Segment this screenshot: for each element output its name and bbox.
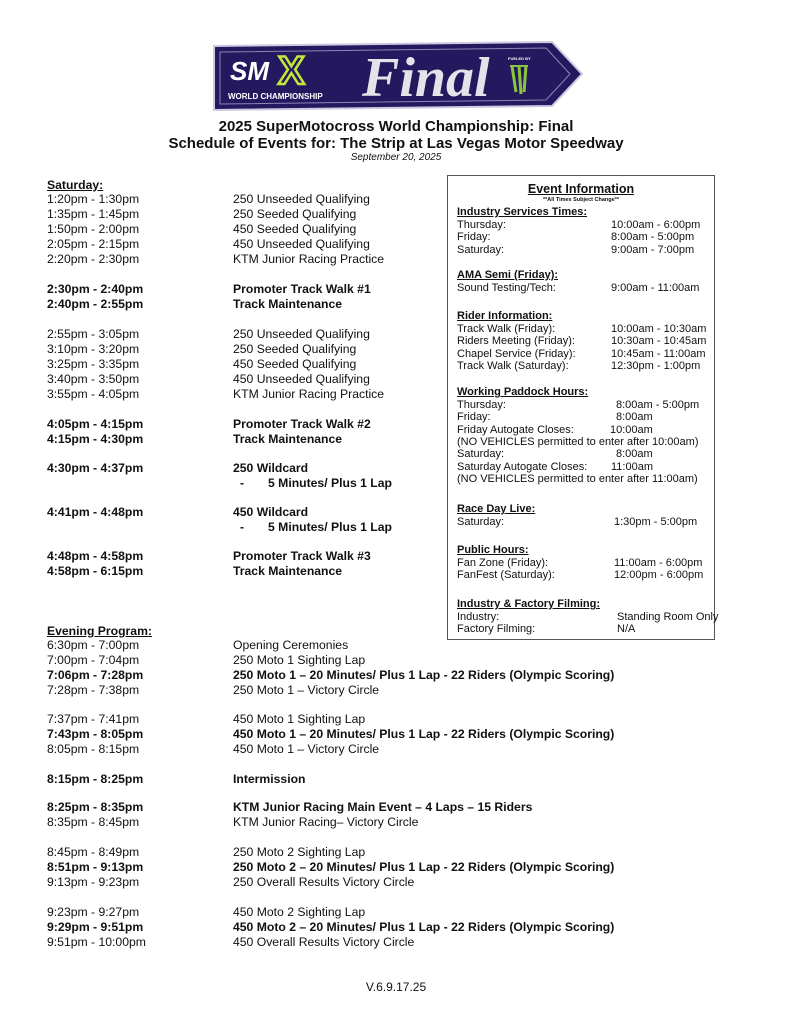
smx-final-logo [212,36,584,112]
schedule-event: 450 Moto 1 – 20 Minutes/ Plus 1 Lap - 22 Riders (Olympic Scoring) [233,727,615,741]
info-row [457,448,653,461]
schedule-time: 3:55pm - 4:05pm [47,387,140,401]
info-row [457,557,703,570]
info-label: Friday: [457,231,491,244]
schedule-event: KTM Junior Racing Practice [233,252,385,266]
schedule-event: 250 Overall Results Victory Circle [233,875,415,889]
info-group-heading: AMA Semi (Friday): [457,269,559,281]
info-value: 9:00am - 11:00am [611,282,700,294]
info-row [457,347,706,361]
schedule-time: 4:41pm - 4:48pm [47,505,144,519]
schedule-time: 6:30pm - 7:00pm [47,638,140,652]
info-row [457,623,636,636]
schedule-event: KTM Junior Racing Main Event – 4 Laps – 15 Riders [233,800,533,814]
schedule-event: 450 Seeded Qualifying [233,222,357,236]
schedule-event: Promoter Track Walk #2 [233,417,371,431]
schedule-event: KTM Junior Racing Practice [233,387,385,401]
info-label: Saturday Autogate Closes: [457,460,588,473]
schedule-time: 3:10pm - 3:20pm [47,342,140,356]
schedule-event: Promoter Track Walk #3 [233,549,371,563]
document-title: 2025 SuperMotocross World Championship: Final [218,118,574,135]
info-row [457,243,695,257]
event-date: September 20, 2025 [350,152,442,163]
schedule-event: KTM Junior Racing– Victory Circle [233,815,419,829]
info-group-heading: Rider Information: [457,310,553,322]
schedule-event: 250 Unseeded Qualifying [233,327,370,341]
info-value: 10:00am - 6:00pm [611,219,701,231]
info-group-heading: Industry Services Times: [457,206,588,218]
info-label: Industry: [457,611,500,623]
schedule-event: Track Maintenance [233,432,343,446]
info-group-heading: Working Paddock Hours: [457,386,589,398]
info-row [457,219,701,232]
schedule-event: 450 Moto 1 – Victory Circle [233,742,380,756]
info-value: 8:00am [616,448,653,461]
bullet-dash: - [240,520,245,534]
info-label: FanFest (Saturday): [457,569,555,582]
logo-sm-text: SM [230,56,269,86]
schedule-time: 8:51pm - 9:13pm [47,860,144,874]
info-value: 10:45am - 11:00am [611,347,706,360]
info-label: Chapel Service (Friday): [457,347,576,360]
info-row [457,423,653,437]
schedule-event: 250 Wildcard [233,461,309,475]
info-row [457,611,719,624]
schedule-time: 1:50pm - 2:00pm [47,222,140,236]
schedule-time: 8:35pm - 8:45pm [47,815,140,829]
info-label: (NO VEHICLES permitted to enter after 11:00am) [457,472,698,485]
info-label: Friday: [457,411,491,424]
schedule-time: 3:25pm - 3:35pm [47,357,140,371]
info-value: 10:00am - 10:30am [611,323,707,335]
schedule-time: 8:25pm - 8:35pm [47,800,144,814]
info-row [457,231,695,244]
detail-text: 5 Minutes/ Plus 1 Lap [268,520,392,534]
info-label: (NO VEHICLES permitted to enter after 10:00am) [457,435,699,448]
info-value: N/A [617,623,636,636]
schedule-time: 2:20pm - 2:30pm [47,252,140,266]
schedule-time: 4:05pm - 4:15pm [47,417,144,431]
schedule-time: 3:40pm - 3:50pm [47,372,140,386]
schedule-event: 450 Moto 2 – 20 Minutes/ Plus 1 Lap - 22 Riders (Olympic Scoring) [233,920,615,934]
schedule-event: 250 Moto 1 – 20 Minutes/ Plus 1 Lap - 22 Riders (Olympic Scoring) [233,668,615,682]
schedule-time: 7:43pm - 8:05pm [47,727,144,741]
info-label: Friday Autogate Closes: [457,423,574,436]
schedule-time: 8:05pm - 8:15pm [47,742,140,756]
logo-final-text: Final [362,47,490,109]
schedule-event: 450 Unseeded Qualifying [233,372,370,386]
schedule-time: 7:06pm - 7:28pm [47,668,144,682]
info-label: Saturday: [457,516,505,528]
logo-fueled-by: FUELED BY [508,56,531,61]
schedule-time: 4:15pm - 4:30pm [47,432,144,446]
info-label: Thursday: [457,219,506,231]
schedule-event: 450 Wildcard [233,505,309,519]
schedule-time: 1:20pm - 1:30pm [47,192,140,206]
schedule-event-detail [240,476,392,491]
info-value: 11:00am - 6:00pm [614,557,703,569]
schedule-event: 450 Unseeded Qualifying [233,237,370,251]
evening-heading: Evening Program: [47,624,152,638]
schedule-event: 450 Moto 1 Sighting Lap [233,712,366,726]
schedule-time: 7:28pm - 7:38pm [47,683,140,697]
schedule-time: 1:35pm - 1:45pm [47,207,140,221]
schedule-time: 2:40pm - 2:55pm [47,297,144,311]
schedule-time: 8:45pm - 8:49pm [47,845,140,859]
schedule-time: 2:30pm - 2:40pm [47,282,144,296]
schedule-time: 8:15pm - 8:25pm [47,772,144,786]
info-group-heading: Industry & Factory Filming: [457,598,601,610]
schedule-time: 2:55pm - 3:05pm [47,327,140,341]
info-value: 8:00am - 5:00pm [611,231,695,244]
schedule-event: 250 Moto 2 Sighting Lap [233,845,366,859]
info-row [457,569,704,582]
bullet-dash: - [240,476,245,490]
schedule-time: 4:30pm - 4:37pm [47,461,144,475]
schedule-event: Opening Ceremonies [233,638,349,652]
info-row [457,473,698,486]
info-value: 8:00am - 5:00pm [616,399,700,411]
logo-x-mark: X [278,49,305,93]
info-value: Standing Room Only [617,611,719,623]
info-label: Riders Meeting (Friday): [457,335,575,348]
document-version: V.6.9.17.25 [365,980,427,994]
schedule-time: 4:58pm - 6:15pm [47,564,144,578]
info-label: Track Walk (Friday): [457,323,556,335]
schedule-event: Track Maintenance [233,297,343,311]
schedule-event: 250 Seeded Qualifying [233,207,357,221]
schedule-event: 250 Seeded Qualifying [233,342,357,356]
info-row [457,399,700,412]
schedule-event: Intermission [233,772,306,786]
info-group-heading: Public Hours: [457,544,529,556]
info-row [457,411,653,424]
event-information-title: Event Information [527,182,635,196]
schedule-event: 250 Unseeded Qualifying [233,192,370,206]
info-value: 12:00pm - 6:00pm [614,569,704,582]
schedule-time: 7:37pm - 7:41pm [47,712,140,726]
info-row [457,436,699,449]
schedule-time: 9:13pm - 9:23pm [47,875,140,889]
logo-tagline: WORLD CHAMPIONSHIP [228,92,323,101]
schedule-event: 450 Moto 2 Sighting Lap [233,905,366,919]
info-label: Fan Zone (Friday): [457,557,549,569]
info-row [457,359,701,373]
schedule-event-detail [240,520,392,535]
schedule-event: 450 Overall Results Victory Circle [233,935,415,949]
info-row [457,335,707,348]
info-value: 1:30pm - 5:00pm [614,516,698,528]
schedule-time: 9:51pm - 10:00pm [47,935,146,949]
logo-banner [212,36,584,112]
info-row [457,282,700,295]
schedule-event: 250 Moto 1 – Victory Circle [233,683,380,697]
schedule-event: 250 Moto 1 Sighting Lap [233,653,366,667]
schedule-time: 2:05pm - 2:15pm [47,237,140,251]
info-row [457,516,698,529]
schedule-time: 9:23pm - 9:27pm [47,905,140,919]
saturday-heading: Saturday: [47,178,104,192]
info-group-heading: Race Day Live: [457,503,536,515]
info-value: 10:30am - 10:45am [611,335,707,348]
document-subtitle: Schedule of Events for: The Strip at Las Vegas Motor Speedway [168,135,624,152]
schedule-time: 4:48pm - 4:58pm [47,549,144,563]
schedule-time: 9:29pm - 9:51pm [47,920,144,934]
info-label: Sound Testing/Tech: [457,282,556,294]
info-value: 8:00am [616,411,653,424]
schedule-event: Track Maintenance [233,564,343,578]
schedule-event: 450 Seeded Qualifying [233,357,357,371]
info-value: 9:00am - 7:00pm [611,243,695,256]
schedule-event: 250 Moto 2 – 20 Minutes/ Plus 1 Lap - 22 Riders (Olympic Scoring) [233,860,615,874]
times-subject-change-note: **All Times Subject Change** [542,197,619,203]
event-information-box [447,175,719,640]
info-label: Saturday: [457,243,505,256]
info-value: 11:00am [611,460,653,473]
info-row [457,323,707,336]
info-value: 10:00am [610,423,653,436]
info-label: Thursday: [457,399,506,411]
schedule-event: Promoter Track Walk #1 [233,282,371,296]
info-value: 12:30pm - 1:00pm [611,359,701,372]
info-label: Factory Filming: [457,623,536,636]
info-label: Saturday: [457,448,505,461]
detail-text: 5 Minutes/ Plus 1 Lap [268,476,392,490]
schedule-time: 7:00pm - 7:04pm [47,653,140,667]
info-row [457,460,653,474]
info-label: Track Walk (Saturday): [457,359,569,372]
